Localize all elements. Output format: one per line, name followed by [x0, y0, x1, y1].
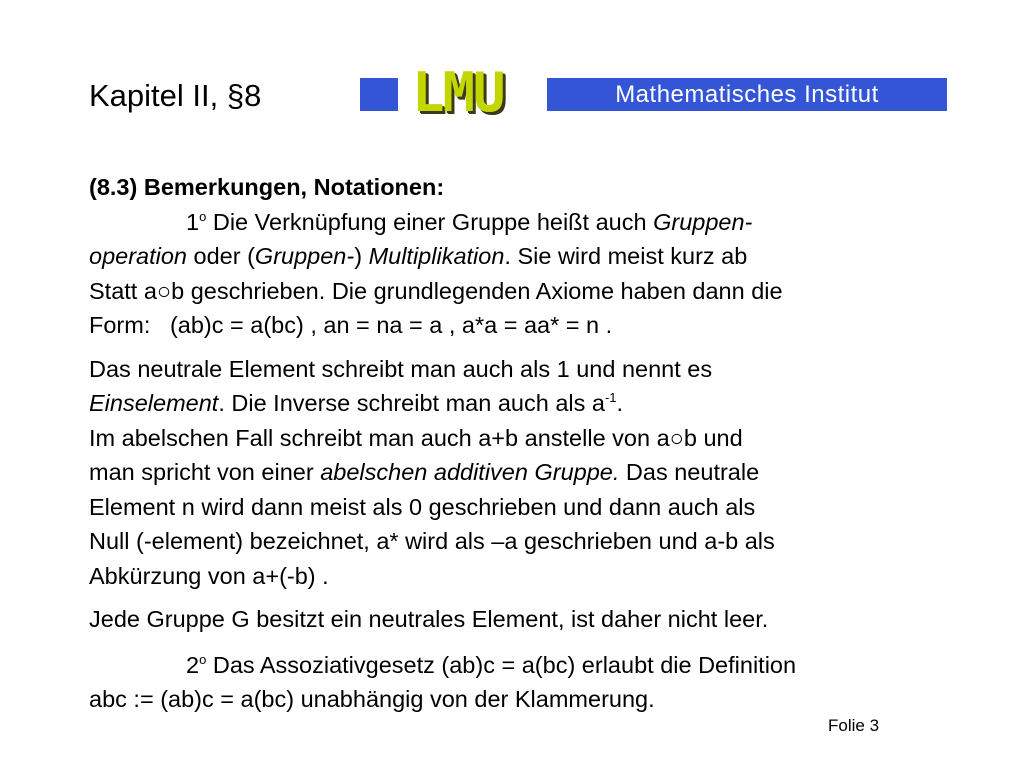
paragraph-3: Jede Gruppe G besitzt ein neutrales Element, ist daher nicht leer. [89, 606, 769, 632]
slide-body [89, 170, 949, 717]
page-title: Kapitel II, §8 [89, 78, 262, 113]
logo-blue-block [360, 78, 398, 111]
slide-number: Folie 3 [828, 716, 880, 735]
paragraph-4: 2$^o$ Das Assoziativgesetz (ab)c = a(bc) erlaubt die Definition abc := (ab)c = a(bc) unabhängig von der Klammerung. [89, 651, 797, 712]
lmu-logo: LMU [412, 61, 504, 124]
institute-banner: Mathematisches Institut [547, 78, 947, 111]
paragraph-1: 1$^o$ Die Verknüpfung einer Gruppe heißt auch Gruppen- operation oder (Gruppen-) Multiplikation. Sie wird meist kurz ab Statt a○b geschrieben. Die grundlegenden Axiome haben dann die Form: (ab)c = a(bc) , an = na = a , a*a = aa* = n . [89, 208, 783, 338]
section-heading: (8.3) Bemerkungen, Notationen: [89, 174, 445, 200]
paragraph-2: Das neutrale Element schreibt man auch als 1 und nennt es Einselement. Die Inverse schreibt man auch als $a^{-1}$. Im abelschen Fall schreibt man auch a+b anstelle von a○b und man spricht von einer abelschen additiven Gruppe. Das neutrale Element n wird dann meist als 0 geschrieben und dann auch als Null (-element) bezeichnet, a* wird als –a geschrieben und a-b als Abkürzung von a+(-b) . [89, 355, 775, 589]
